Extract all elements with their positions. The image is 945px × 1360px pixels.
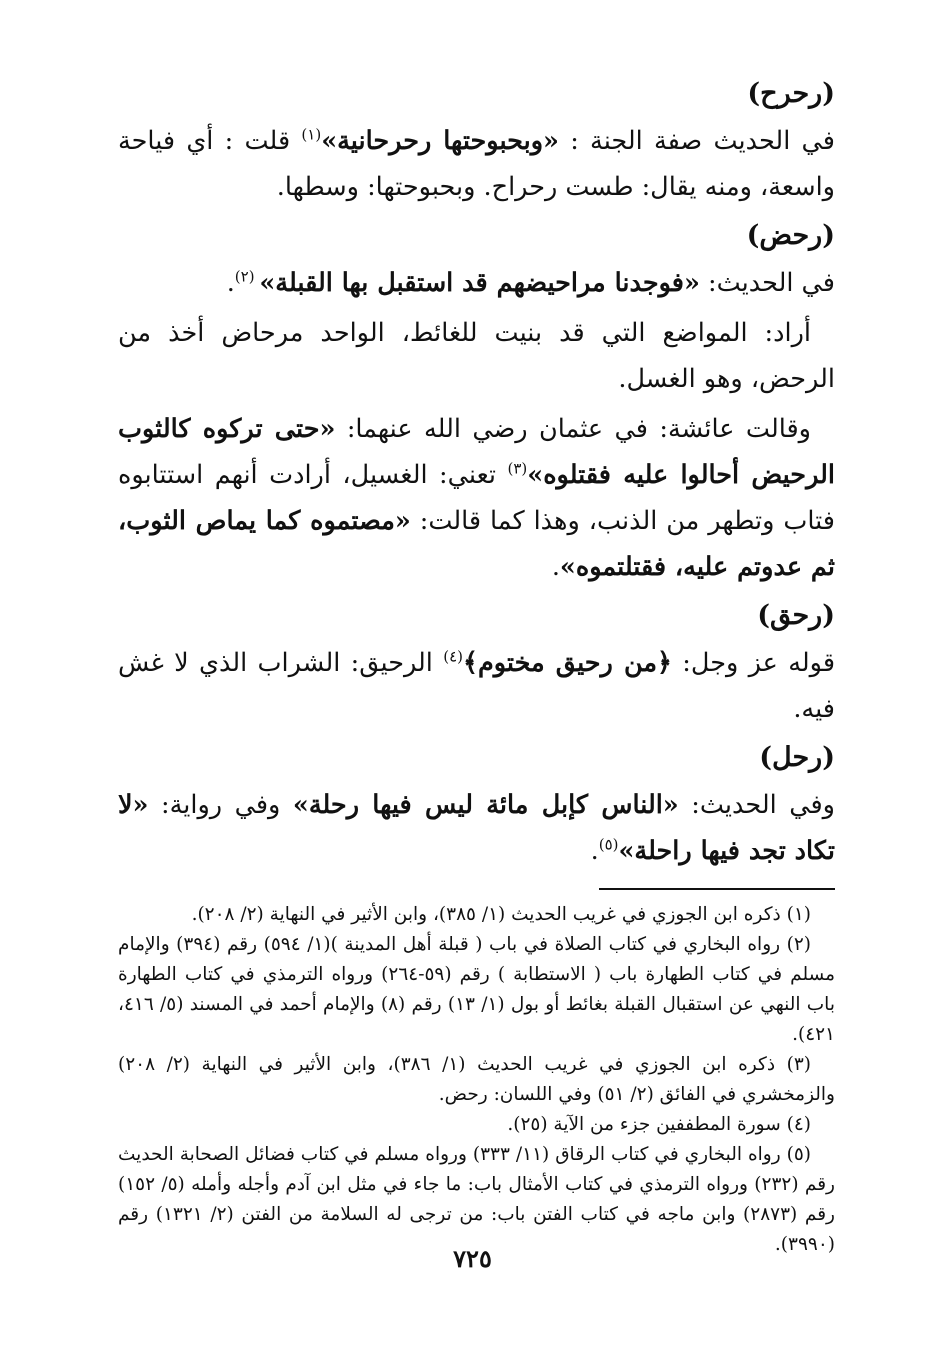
- quoted-text: ﴿من رحيق مختوم﴾: [463, 648, 672, 678]
- entry: [118, 594, 835, 732]
- quoted-text: «حتى تركوه كالثوب الرحيض أحالوا عليه فقتلوه»: [118, 414, 835, 490]
- footnote-ref: (٤): [443, 647, 463, 666]
- page-number: ٧٢٥: [453, 1244, 492, 1273]
- body-text: .: [590, 836, 599, 866]
- footnote: (٢) رواه البخاري في كتاب الصلاة في باب ( قبلة أهل المدينة )(١/ ٥٩٤) رقم (٣٩٤) والإمام مسلم في كتاب الطهارة باب ( الاستطابة ) رقم (٥٩-٢٦٤) ورواه الترمذي في كتاب الطهارة باب النهي عن استقبال القبلة بغائط أو بول (١/ ١٣) رقم (٨) والإمام أحمد في المسند (٥/ ٤١٦، ٤٢١).: [118, 934, 835, 1045]
- quoted-text: «مصتموه كما يماص الثوب، ثم عدوتم عليه، فقتلتموه»: [118, 506, 835, 582]
- entry: [118, 72, 835, 210]
- quoted-text: «وبحبوحتها رحرحانية»: [321, 126, 559, 156]
- entry-heading: (رحرح): [747, 78, 835, 109]
- entry-paragraph: [118, 782, 835, 874]
- body-text: تعني: الغسيل، أرادت أنهم استتابوه فتاب وتطهر من الذنب، وهذا كما قالت:: [118, 460, 835, 536]
- footnote-ref: (٥): [598, 835, 619, 854]
- entry-heading: (رحق): [757, 600, 835, 631]
- body-text: أراد: المواضع التي قد بنيت للغائط، الواحد مرحاض أخذ من الرحض، وهو الغسل.: [118, 318, 835, 394]
- body-text: .: [226, 268, 235, 298]
- body-text: في الحديث:: [699, 268, 835, 298]
- entry-paragraph: [118, 310, 835, 402]
- quoted-text: «فوجدنا مراحيضهم قد استقبل بها القبلة»: [259, 268, 700, 298]
- quoted-text: «الناس كإبل مائة ليس فيها رحلة»: [292, 790, 679, 820]
- body-text: الرحيق: الشراب الذي لا غش فيه.: [118, 648, 835, 724]
- body-text: قلت : أي فياحة واسعة، ومنه يقال: طست رحراح. وبحبوحتها: وسطها.: [118, 126, 835, 202]
- body-text: وفي الحديث:: [678, 790, 835, 820]
- footnote-separator: [599, 888, 835, 890]
- footnote: (٤) سورة المطففين جزء من الآية (٢٥).: [507, 1114, 811, 1135]
- entry-paragraph: [118, 260, 835, 306]
- body-text: في الحديث صفة الجنة :: [558, 126, 835, 156]
- body-text: قوله عز وجل:: [671, 648, 836, 678]
- body-text: .: [551, 552, 560, 582]
- footnotes-container: [118, 900, 835, 1260]
- entry: [118, 214, 835, 590]
- body-text: وفي رواية:: [148, 790, 293, 820]
- footnote: (١) ذكره ابن الجوزي في غريب الحديث (١/ ٣٨٥)، وابن الأثير في النهاية (٢/ ٢٠٨).: [191, 904, 811, 925]
- entries-container: [118, 72, 835, 874]
- entry-paragraph: [118, 406, 835, 590]
- footnote: (٣) ذكره ابن الجوزي في غريب الحديث (١/ ٣٨٦)، وابن الأثير في النهاية (٢/ ٢٠٨) والزمخشري في الفائق (٢/ ٥١) وفي اللسان: رحض.: [118, 1054, 835, 1105]
- footnote-ref: (١): [301, 125, 322, 144]
- quoted-text: «لا تكاد تجد فيها راحلة»: [118, 790, 835, 866]
- entry-heading: (رحل): [759, 742, 835, 773]
- footnote-ref: (٣): [507, 459, 528, 478]
- footnote-ref: (٢): [234, 267, 260, 286]
- entry-paragraph: [118, 640, 835, 732]
- entry-heading: (رحض): [746, 220, 835, 251]
- body-text: وقالت عائشة: في عثمان رضي الله عنهما:: [335, 414, 811, 444]
- entry: [118, 736, 835, 874]
- footnote: (٥) رواه البخاري في كتاب الرقاق (١١/ ٣٣٣) ورواه مسلم في كتاب فضائل الصحابة الحديث رقم (٢٣٢) ورواه الترمذي في كتاب الأمثال باب: ما جاء في مثل ابن آدم وأجله وأمله (٥/ ١٥٢) رقم (٢٨٧٣) وابن ماجه في كتاب الفتن باب: من ترجى له السلامة من الفتن (٢/ ١٣٢١) رقم (٣٩٩٠).: [118, 1144, 835, 1255]
- entry-paragraph: [118, 118, 835, 210]
